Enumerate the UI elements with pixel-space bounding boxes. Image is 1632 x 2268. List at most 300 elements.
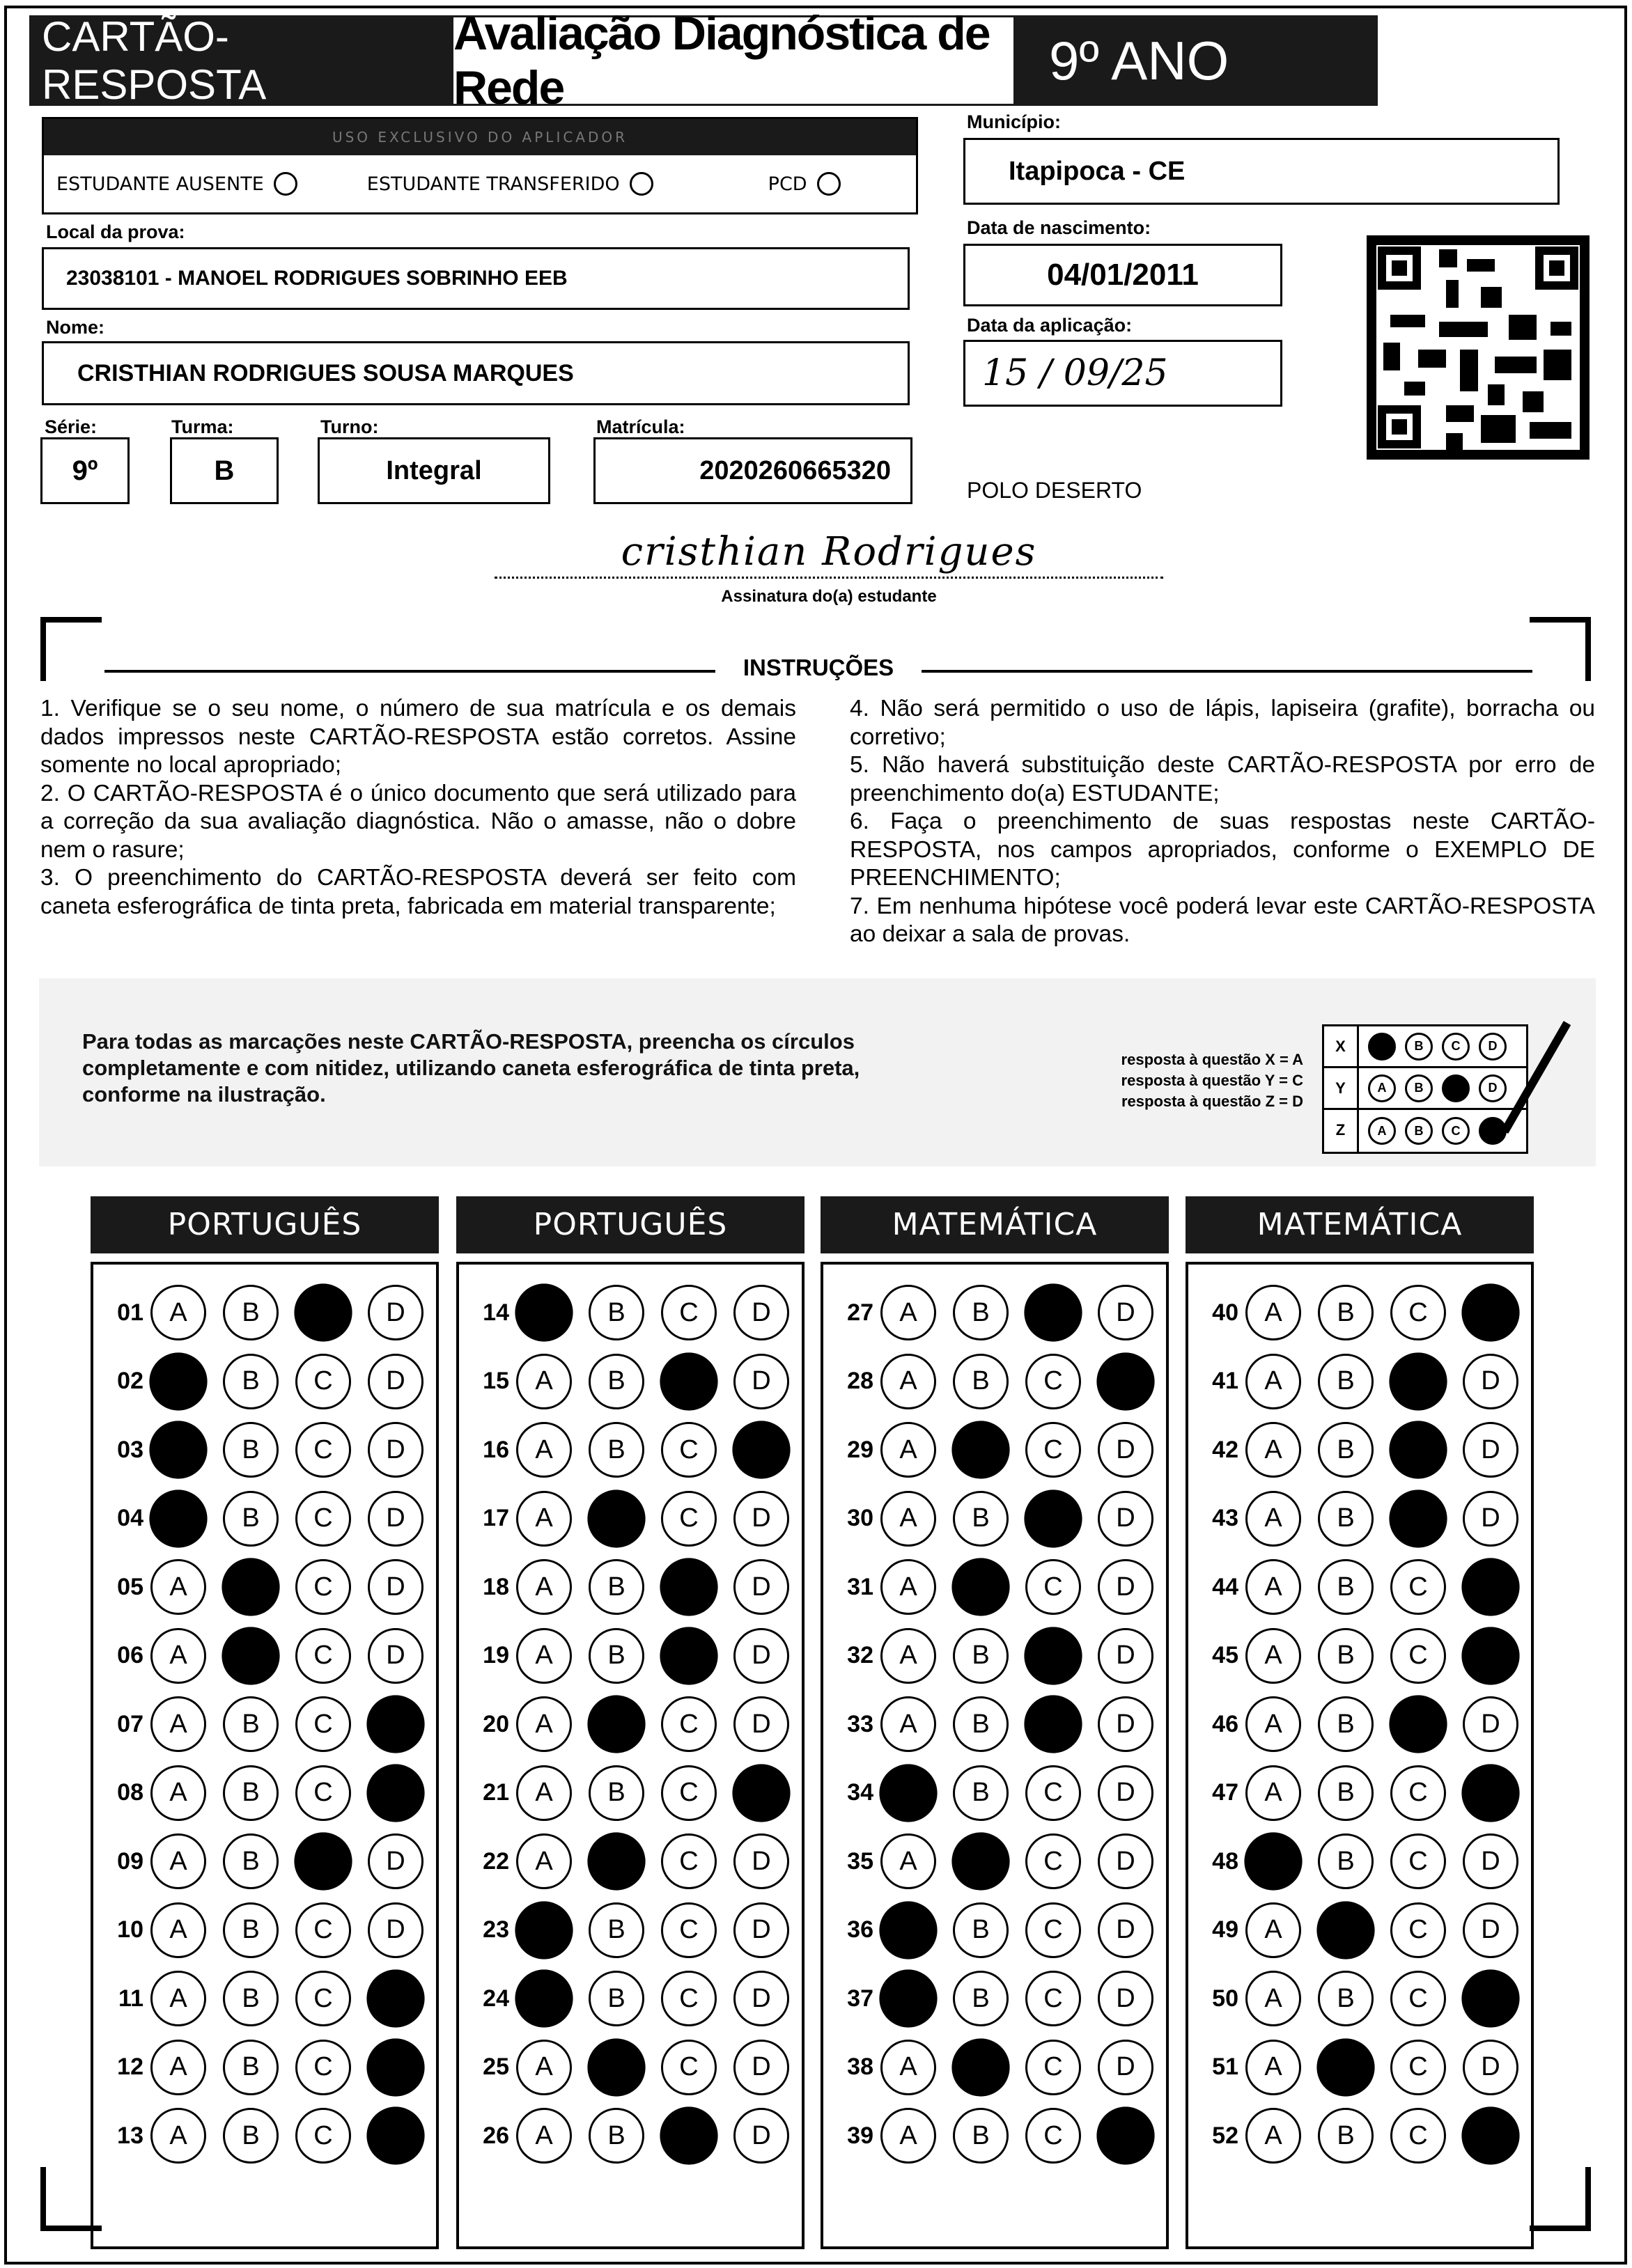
- question-row: [109, 1416, 436, 1485]
- question-number: 35: [847, 1847, 873, 1875]
- instruction-item: 7. Em nenhuma hipótese você poderá levar este CARTÃO-RESPOSTA ao deixar a sala de provas.: [850, 893, 1595, 947]
- answer-bubble-c[interactable]: C: [1025, 1422, 1081, 1478]
- answer-bubble-c[interactable]: C: [295, 1422, 351, 1478]
- answer-bubble-a[interactable]: A: [1245, 2040, 1301, 2095]
- answer-bubble-c[interactable]: C: [661, 1285, 717, 1340]
- answer-bubble-c[interactable]: C: [295, 1971, 351, 2026]
- answer-bubble-c[interactable]: C: [661, 1833, 717, 1889]
- answer-bubble-b[interactable]: B: [589, 1902, 644, 1958]
- question-number: 10: [117, 1916, 143, 1944]
- answer-bubble-a[interactable]: A: [1245, 2108, 1301, 2164]
- question-row: [839, 1485, 1166, 1554]
- answer-bubble-c[interactable]: C: [295, 1354, 351, 1409]
- answer-bubble-b[interactable]: B: [589, 1422, 644, 1478]
- answer-bubble-b[interactable]: B: [1318, 1765, 1374, 1821]
- answer-bubble-a[interactable]: [515, 1970, 573, 2028]
- question-number: 04: [117, 1505, 143, 1532]
- example-table: [1322, 1024, 1528, 1154]
- answer-bubble-a[interactable]: A: [150, 1765, 206, 1821]
- question-number: 27: [847, 1299, 873, 1326]
- answer-bubble-c[interactable]: C: [1390, 1628, 1446, 1684]
- section-title: MATEMÁTICA: [1186, 1196, 1534, 1253]
- answer-bubble-c[interactable]: C: [1025, 1765, 1081, 1821]
- answer-bubble-a[interactable]: A: [150, 1696, 206, 1752]
- question-number: 49: [1212, 1916, 1238, 1944]
- example-bubble: B: [1405, 1074, 1433, 1102]
- answer-bubble-a[interactable]: A: [516, 2040, 572, 2095]
- answer-bubble-c[interactable]: C: [1025, 2040, 1081, 2095]
- example-bubble: C: [1442, 1117, 1470, 1145]
- answer-bubble-d[interactable]: D: [1463, 1902, 1518, 1958]
- answer-bubble-d[interactable]: [366, 1764, 424, 1822]
- answer-bubble-d[interactable]: D: [733, 1902, 789, 1958]
- answer-bubble-a[interactable]: [149, 1489, 207, 1547]
- answer-bubble-b[interactable]: [222, 1558, 279, 1616]
- question-number: 24: [483, 1985, 509, 2012]
- answer-bubble-b[interactable]: B: [953, 1765, 1009, 1821]
- question-row: [474, 1485, 802, 1554]
- answer-bubble-a[interactable]: A: [880, 1833, 936, 1889]
- answer-bubble-b[interactable]: B: [589, 2108, 644, 2164]
- question-row: [109, 1485, 436, 1554]
- question-row: [1204, 1416, 1531, 1485]
- question-row: [109, 1964, 436, 2033]
- answer-bubble-c[interactable]: C: [295, 2040, 351, 2095]
- answer-bubble-b[interactable]: B: [223, 1765, 279, 1821]
- answer-bubble-b[interactable]: [951, 1558, 1009, 1616]
- answer-bubble-d[interactable]: [732, 1764, 790, 1822]
- answer-bubble-c[interactable]: C: [661, 1491, 717, 1547]
- answer-bubble-a[interactable]: A: [1245, 1696, 1301, 1752]
- answer-bubble-a[interactable]: [515, 1284, 573, 1342]
- municipio-field: Itapipoca - CE: [963, 138, 1560, 205]
- question-number: 51: [1212, 2054, 1238, 2081]
- answer-bubble-c[interactable]: C: [661, 1765, 717, 1821]
- answer-bubble-c[interactable]: C: [1390, 2108, 1446, 2164]
- question-number: 40: [1212, 1299, 1238, 1326]
- answer-bubble-c[interactable]: [1389, 1696, 1447, 1753]
- example-row-label: Z: [1324, 1110, 1359, 1152]
- answer-bubble-d[interactable]: [1096, 2107, 1154, 2165]
- answer-bubble-a[interactable]: [149, 1421, 207, 1479]
- answer-bubble-d[interactable]: D: [1463, 1491, 1518, 1547]
- signature-area: [488, 528, 1170, 607]
- answer-bubble-b[interactable]: B: [1318, 1285, 1374, 1340]
- answer-bubble-a[interactable]: A: [516, 1833, 572, 1889]
- corner-mark: [40, 617, 102, 681]
- example-row-label: X: [1324, 1026, 1359, 1066]
- answer-bubble-c[interactable]: C: [1025, 1559, 1081, 1615]
- answer-bubble-a[interactable]: [879, 1970, 937, 2028]
- answer-bubble-c[interactable]: [1389, 1352, 1447, 1410]
- answer-bubble-a[interactable]: A: [1245, 1628, 1301, 1684]
- answer-bubble-a[interactable]: A: [516, 1765, 572, 1821]
- question-row: [839, 1347, 1166, 1416]
- turma-label: Turma:: [171, 416, 234, 437]
- question-number: 50: [1212, 1985, 1238, 2012]
- answer-bubble-d[interactable]: D: [1463, 2040, 1518, 2095]
- answer-bubble-c[interactable]: C: [295, 2108, 351, 2164]
- answer-bubble-b[interactable]: [951, 1833, 1009, 1891]
- answer-bubble-b[interactable]: B: [223, 1491, 279, 1547]
- answer-bubble-b[interactable]: B: [1318, 2108, 1374, 2164]
- answer-bubble-d[interactable]: D: [733, 2108, 789, 2164]
- answer-bubble-d[interactable]: [1096, 1352, 1154, 1410]
- answer-bubble-b[interactable]: B: [1318, 1559, 1374, 1615]
- example-bubble: [1442, 1074, 1470, 1102]
- answer-bubble-b[interactable]: [951, 1421, 1009, 1479]
- answer-bubble-b[interactable]: [587, 1833, 645, 1891]
- answer-bubble-c[interactable]: C: [1025, 2108, 1081, 2164]
- answer-bubble-b[interactable]: B: [589, 1285, 644, 1340]
- answer-bubble-a[interactable]: A: [516, 2108, 572, 2164]
- answer-bubble-d[interactable]: [1461, 1284, 1519, 1342]
- question-number: 23: [483, 1916, 509, 1944]
- answer-bubble-d[interactable]: D: [368, 1833, 423, 1889]
- answer-bubble-d[interactable]: [1461, 1970, 1519, 2028]
- answer-bubble-c[interactable]: C: [295, 1696, 351, 1752]
- absent-checkbox[interactable]: [274, 172, 297, 196]
- answer-bubble-c[interactable]: C: [1390, 1902, 1446, 1958]
- answer-bubble-a[interactable]: A: [1245, 1491, 1301, 1547]
- answer-bubble-d[interactable]: D: [1098, 1285, 1153, 1340]
- answer-bubble-d[interactable]: D: [733, 1285, 789, 1340]
- answer-bubble-c[interactable]: [294, 1284, 352, 1342]
- answer-bubble-a[interactable]: A: [880, 1354, 936, 1409]
- answer-bubble-c[interactable]: C: [1390, 1285, 1446, 1340]
- question-number: 45: [1212, 1642, 1238, 1669]
- example-row: [1324, 1026, 1526, 1068]
- answer-bubble-c[interactable]: [660, 2107, 717, 2165]
- answer-bubble-d[interactable]: D: [1098, 1422, 1153, 1478]
- answer-bubble-a[interactable]: A: [150, 2108, 206, 2164]
- example-bubble: A: [1368, 1074, 1396, 1102]
- question-row: [474, 1759, 802, 1828]
- card-title: CARTÃO-RESPOSTA: [29, 15, 451, 106]
- answer-bubble-b[interactable]: B: [953, 2108, 1009, 2164]
- answer-bubble-a[interactable]: A: [150, 1902, 206, 1958]
- answer-bubble-d[interactable]: D: [733, 1628, 789, 1684]
- answer-bubble-c[interactable]: C: [661, 1422, 717, 1478]
- turma-field: B: [170, 437, 279, 504]
- answer-bubble-c[interactable]: C: [1390, 2040, 1446, 2095]
- exam-title: Avaliação Diagnóstica de Rede: [451, 15, 1016, 106]
- answer-bubble-c[interactable]: [1389, 1489, 1447, 1547]
- answer-bubble-b[interactable]: B: [953, 1491, 1009, 1547]
- question-row: [1204, 1759, 1531, 1828]
- answer-bubble-b[interactable]: B: [223, 1833, 279, 1889]
- answer-bubble-b[interactable]: B: [1318, 1422, 1374, 1478]
- answer-bubble-b[interactable]: B: [1318, 1696, 1374, 1752]
- question-row: [839, 1622, 1166, 1691]
- answer-bubble-d[interactable]: D: [1098, 1902, 1153, 1958]
- answer-bubble-d[interactable]: D: [733, 1354, 789, 1409]
- answer-bubble-b[interactable]: B: [953, 1696, 1009, 1752]
- answer-bubble-b[interactable]: B: [953, 1354, 1009, 1409]
- answer-bubble-c[interactable]: C: [661, 1971, 717, 2026]
- answer-bubble-b[interactable]: B: [1318, 1833, 1374, 1889]
- answer-bubble-c[interactable]: [294, 1833, 352, 1891]
- answer-bubble-d[interactable]: D: [733, 1491, 789, 1547]
- answer-bubble-d[interactable]: D: [1098, 1765, 1153, 1821]
- answer-bubble-c[interactable]: C: [1025, 1971, 1081, 2026]
- answer-bubble-b[interactable]: B: [953, 1285, 1009, 1340]
- answer-bubble-c[interactable]: C: [1390, 1833, 1446, 1889]
- question-number: 42: [1212, 1436, 1238, 1463]
- answer-bubble-a[interactable]: A: [516, 1559, 572, 1615]
- answer-bubble-d[interactable]: D: [733, 1559, 789, 1615]
- answer-bubble-b[interactable]: B: [589, 1971, 644, 2026]
- answer-bubble-a[interactable]: A: [516, 1491, 572, 1547]
- question-number: 13: [117, 2122, 143, 2149]
- answer-bubble-d[interactable]: D: [733, 1833, 789, 1889]
- example-bubble: B: [1405, 1033, 1433, 1061]
- pcd-label: PCD: [768, 173, 807, 195]
- answer-bubble-b[interactable]: B: [589, 1765, 644, 1821]
- municipio-label: Município:: [967, 111, 1061, 132]
- answer-bubble-c[interactable]: [1024, 1489, 1082, 1547]
- question-row: [474, 1278, 802, 1347]
- answer-bubble-d[interactable]: D: [368, 1628, 423, 1684]
- question-row: [839, 1964, 1166, 2033]
- answer-bubble-b[interactable]: B: [223, 1696, 279, 1752]
- question-number: 17: [483, 1505, 509, 1532]
- example-row: [1324, 1068, 1526, 1110]
- question-row: [474, 2102, 802, 2171]
- answer-bubble-a[interactable]: [879, 1764, 937, 1822]
- answer-bubble-a[interactable]: A: [1245, 1902, 1301, 1958]
- answer-bubble-c[interactable]: C: [1390, 1765, 1446, 1821]
- question-number: 30: [847, 1505, 873, 1532]
- answer-bubble-a[interactable]: A: [1245, 1765, 1301, 1821]
- answer-bubble-b[interactable]: [1316, 1901, 1374, 1959]
- answer-bubble-d[interactable]: [366, 2107, 424, 2165]
- answer-bubble-a[interactable]: [1244, 1833, 1302, 1891]
- question-row: [839, 1278, 1166, 1347]
- question-number: 36: [847, 1916, 873, 1944]
- question-number: 03: [117, 1436, 143, 1463]
- answer-bubble-c[interactable]: C: [661, 1902, 717, 1958]
- answer-bubble-a[interactable]: A: [150, 1833, 206, 1889]
- question-number: 37: [847, 1985, 873, 2012]
- answer-bubble-c[interactable]: [1024, 1284, 1082, 1342]
- answer-bubble-d[interactable]: D: [1098, 1491, 1153, 1547]
- answer-bubble-a[interactable]: A: [150, 1971, 206, 2026]
- answer-bubble-d[interactable]: D: [368, 1285, 423, 1340]
- question-row: [1204, 1278, 1531, 1347]
- answer-bubble-c[interactable]: C: [295, 1491, 351, 1547]
- answer-bubble-b[interactable]: [587, 1696, 645, 1753]
- question-number: 06: [117, 1642, 143, 1669]
- question-number: 09: [117, 1847, 143, 1875]
- answer-bubble-d[interactable]: D: [733, 1696, 789, 1752]
- answer-bubble-a[interactable]: A: [880, 1422, 936, 1478]
- answer-bubble-b[interactable]: [1316, 2038, 1374, 2096]
- answer-bubble-c[interactable]: [660, 1558, 717, 1616]
- question-row: [109, 1278, 436, 1347]
- answer-bubble-d[interactable]: D: [1098, 1628, 1153, 1684]
- question-row: [1204, 1896, 1531, 1965]
- answer-bubble-b[interactable]: [587, 1489, 645, 1547]
- answer-bubble-c[interactable]: C: [1025, 1354, 1081, 1409]
- question-row: [839, 1690, 1166, 1759]
- answer-bubble-b[interactable]: B: [953, 1628, 1009, 1684]
- question-number: 11: [118, 1985, 143, 2012]
- answer-bubble-d[interactable]: D: [368, 1422, 423, 1478]
- answer-bubble-a[interactable]: A: [880, 1696, 936, 1752]
- answer-bubble-a[interactable]: A: [1245, 1971, 1301, 2026]
- answer-bubble-d[interactable]: D: [1098, 1696, 1153, 1752]
- question-number: 12: [117, 2054, 143, 2081]
- answer-bubble-c[interactable]: C: [661, 2040, 717, 2095]
- answer-bubble-d[interactable]: [366, 1970, 424, 2028]
- answer-bubble-a[interactable]: A: [150, 1628, 206, 1684]
- example-row: [1324, 1110, 1526, 1152]
- answer-bubble-a[interactable]: A: [1245, 1285, 1301, 1340]
- applicator-bar: USO EXCLUSIVO DO APLICADOR: [44, 119, 916, 155]
- question-number: 14: [483, 1299, 509, 1326]
- answer-bubble-d[interactable]: D: [1463, 1833, 1518, 1889]
- answer-bubble-c[interactable]: C: [295, 1559, 351, 1615]
- question-row: [109, 1690, 436, 1759]
- answer-bubble-b[interactable]: B: [223, 1902, 279, 1958]
- question-number: 26: [483, 2122, 509, 2149]
- answer-bubble-d[interactable]: [1461, 1764, 1519, 1822]
- answer-bubble-a[interactable]: A: [150, 2040, 206, 2095]
- answer-bubble-a[interactable]: [515, 1901, 573, 1959]
- answer-bubble-b[interactable]: B: [953, 1902, 1009, 1958]
- answer-bubble-a[interactable]: A: [880, 1559, 936, 1615]
- question-row: [109, 2033, 436, 2102]
- answer-bubble-d[interactable]: D: [1098, 1971, 1153, 2026]
- answer-bubble-d[interactable]: D: [1463, 1422, 1518, 1478]
- question-number: 29: [847, 1436, 873, 1463]
- answer-bubble-b[interactable]: B: [589, 1628, 644, 1684]
- answer-bubble-b[interactable]: [587, 2038, 645, 2096]
- answer-bubble-b[interactable]: B: [1318, 1354, 1374, 1409]
- answer-bubble-a[interactable]: A: [516, 1422, 572, 1478]
- instruction-item: 2. O CARTÃO-RESPOSTA é o único documento que será utilizado para a correção da sua avaliação diagnóstica. Não o amasse, não o dobre nem o rasure;: [40, 780, 796, 863]
- answer-bubble-b[interactable]: B: [223, 1354, 279, 1409]
- answer-bubble-a[interactable]: A: [1245, 1422, 1301, 1478]
- answer-bubble-c[interactable]: [1024, 1627, 1082, 1684]
- question-row: [1204, 2102, 1531, 2171]
- question-row: [1204, 1827, 1531, 1896]
- answer-bubble-a[interactable]: A: [150, 1559, 206, 1615]
- answer-bubble-c[interactable]: C: [1390, 1559, 1446, 1615]
- answer-bubble-d[interactable]: D: [368, 1559, 423, 1615]
- answer-bubble-d[interactable]: D: [1463, 1696, 1518, 1752]
- answer-bubble-a[interactable]: A: [1245, 1354, 1301, 1409]
- answer-bubble-b[interactable]: [222, 1627, 279, 1684]
- question-row: [839, 2102, 1166, 2171]
- example-row-label: Y: [1324, 1068, 1359, 1108]
- answer-bubble-d[interactable]: [366, 1696, 424, 1753]
- answer-bubble-d[interactable]: D: [1098, 1559, 1153, 1615]
- answer-bubble-d[interactable]: D: [1098, 1833, 1153, 1889]
- answer-bubble-a[interactable]: A: [880, 1285, 936, 1340]
- question-number: 25: [483, 2054, 509, 2081]
- answer-bubble-b[interactable]: [951, 2038, 1009, 2096]
- answer-bubble-a[interactable]: A: [516, 1354, 572, 1409]
- answer-bubble-d[interactable]: [1461, 2107, 1519, 2165]
- answer-bubble-d[interactable]: D: [368, 1491, 423, 1547]
- question-row: [474, 2033, 802, 2102]
- example-bubble: C: [1442, 1033, 1470, 1061]
- answer-bubble-c[interactable]: [660, 1627, 717, 1684]
- answer-bubble-b[interactable]: B: [223, 2040, 279, 2095]
- answer-bubble-d[interactable]: [366, 2038, 424, 2096]
- question-row: [1204, 1964, 1531, 2033]
- answer-bubble-b[interactable]: B: [223, 1422, 279, 1478]
- answer-bubble-b[interactable]: B: [223, 1971, 279, 2026]
- answer-bubble-a[interactable]: [149, 1352, 207, 1410]
- answer-bubble-c[interactable]: C: [295, 1765, 351, 1821]
- answer-bubble-b[interactable]: B: [953, 1971, 1009, 2026]
- qr-code: [1367, 235, 1590, 460]
- serie-field: 9º: [40, 437, 130, 504]
- example-bubble: A: [1368, 1117, 1396, 1145]
- answer-bubble-a[interactable]: A: [880, 1628, 936, 1684]
- answer-bubble-b[interactable]: B: [1318, 1628, 1374, 1684]
- answer-bubble-a[interactable]: A: [880, 2040, 936, 2095]
- answer-bubble-a[interactable]: A: [516, 1696, 572, 1752]
- example-bubble: D: [1479, 1033, 1507, 1061]
- answer-grid: [821, 1262, 1169, 2249]
- answer-bubble-b[interactable]: B: [223, 2108, 279, 2164]
- answer-bubble-c[interactable]: C: [661, 1696, 717, 1752]
- answer-bubble-b[interactable]: B: [223, 1285, 279, 1340]
- signature-line: [495, 577, 1163, 579]
- answer-bubble-d[interactable]: D: [368, 1902, 423, 1958]
- answer-bubble-c[interactable]: C: [295, 1628, 351, 1684]
- answer-bubble-c[interactable]: C: [1025, 1902, 1081, 1958]
- answer-bubble-b[interactable]: B: [589, 1559, 644, 1615]
- answer-bubble-d[interactable]: [1461, 1627, 1519, 1684]
- answer-bubble-b[interactable]: B: [1318, 1491, 1374, 1547]
- answer-bubble-c[interactable]: [660, 1352, 717, 1410]
- answer-bubble-a[interactable]: A: [516, 1628, 572, 1684]
- answer-bubble-d[interactable]: D: [1098, 2040, 1153, 2095]
- answer-bubble-d[interactable]: [1461, 1558, 1519, 1616]
- answer-bubble-a[interactable]: [879, 1901, 937, 1959]
- answer-bubble-c[interactable]: C: [295, 1902, 351, 1958]
- answer-bubble-a[interactable]: A: [880, 1491, 936, 1547]
- answer-bubble-d[interactable]: D: [1463, 1354, 1518, 1409]
- answer-bubble-d[interactable]: D: [368, 1354, 423, 1409]
- answer-bubble-a[interactable]: A: [880, 2108, 936, 2164]
- answer-bubble-d[interactable]: D: [733, 2040, 789, 2095]
- answer-bubble-d[interactable]: D: [733, 1971, 789, 2026]
- answer-bubble-c[interactable]: C: [1025, 1833, 1081, 1889]
- answer-bubble-b[interactable]: B: [1318, 1971, 1374, 2026]
- polo-text: POLO DESERTO: [967, 478, 1142, 503]
- transferred-checkbox[interactable]: [630, 172, 653, 196]
- answer-bubble-c[interactable]: [1389, 1421, 1447, 1479]
- fill-example: [39, 978, 1596, 1166]
- question-row: [474, 1553, 802, 1622]
- local-label: Local da prova:: [46, 221, 185, 242]
- answer-bubble-a[interactable]: A: [150, 1285, 206, 1340]
- answer-bubble-c[interactable]: [1024, 1696, 1082, 1753]
- answer-bubble-b[interactable]: B: [589, 1354, 644, 1409]
- pcd-checkbox[interactable]: [817, 172, 841, 196]
- answer-bubble-c[interactable]: C: [1390, 1971, 1446, 2026]
- question-row: [839, 1896, 1166, 1965]
- question-row: [1204, 1347, 1531, 1416]
- answer-bubble-d[interactable]: [732, 1421, 790, 1479]
- answer-bubble-a[interactable]: A: [1245, 1559, 1301, 1615]
